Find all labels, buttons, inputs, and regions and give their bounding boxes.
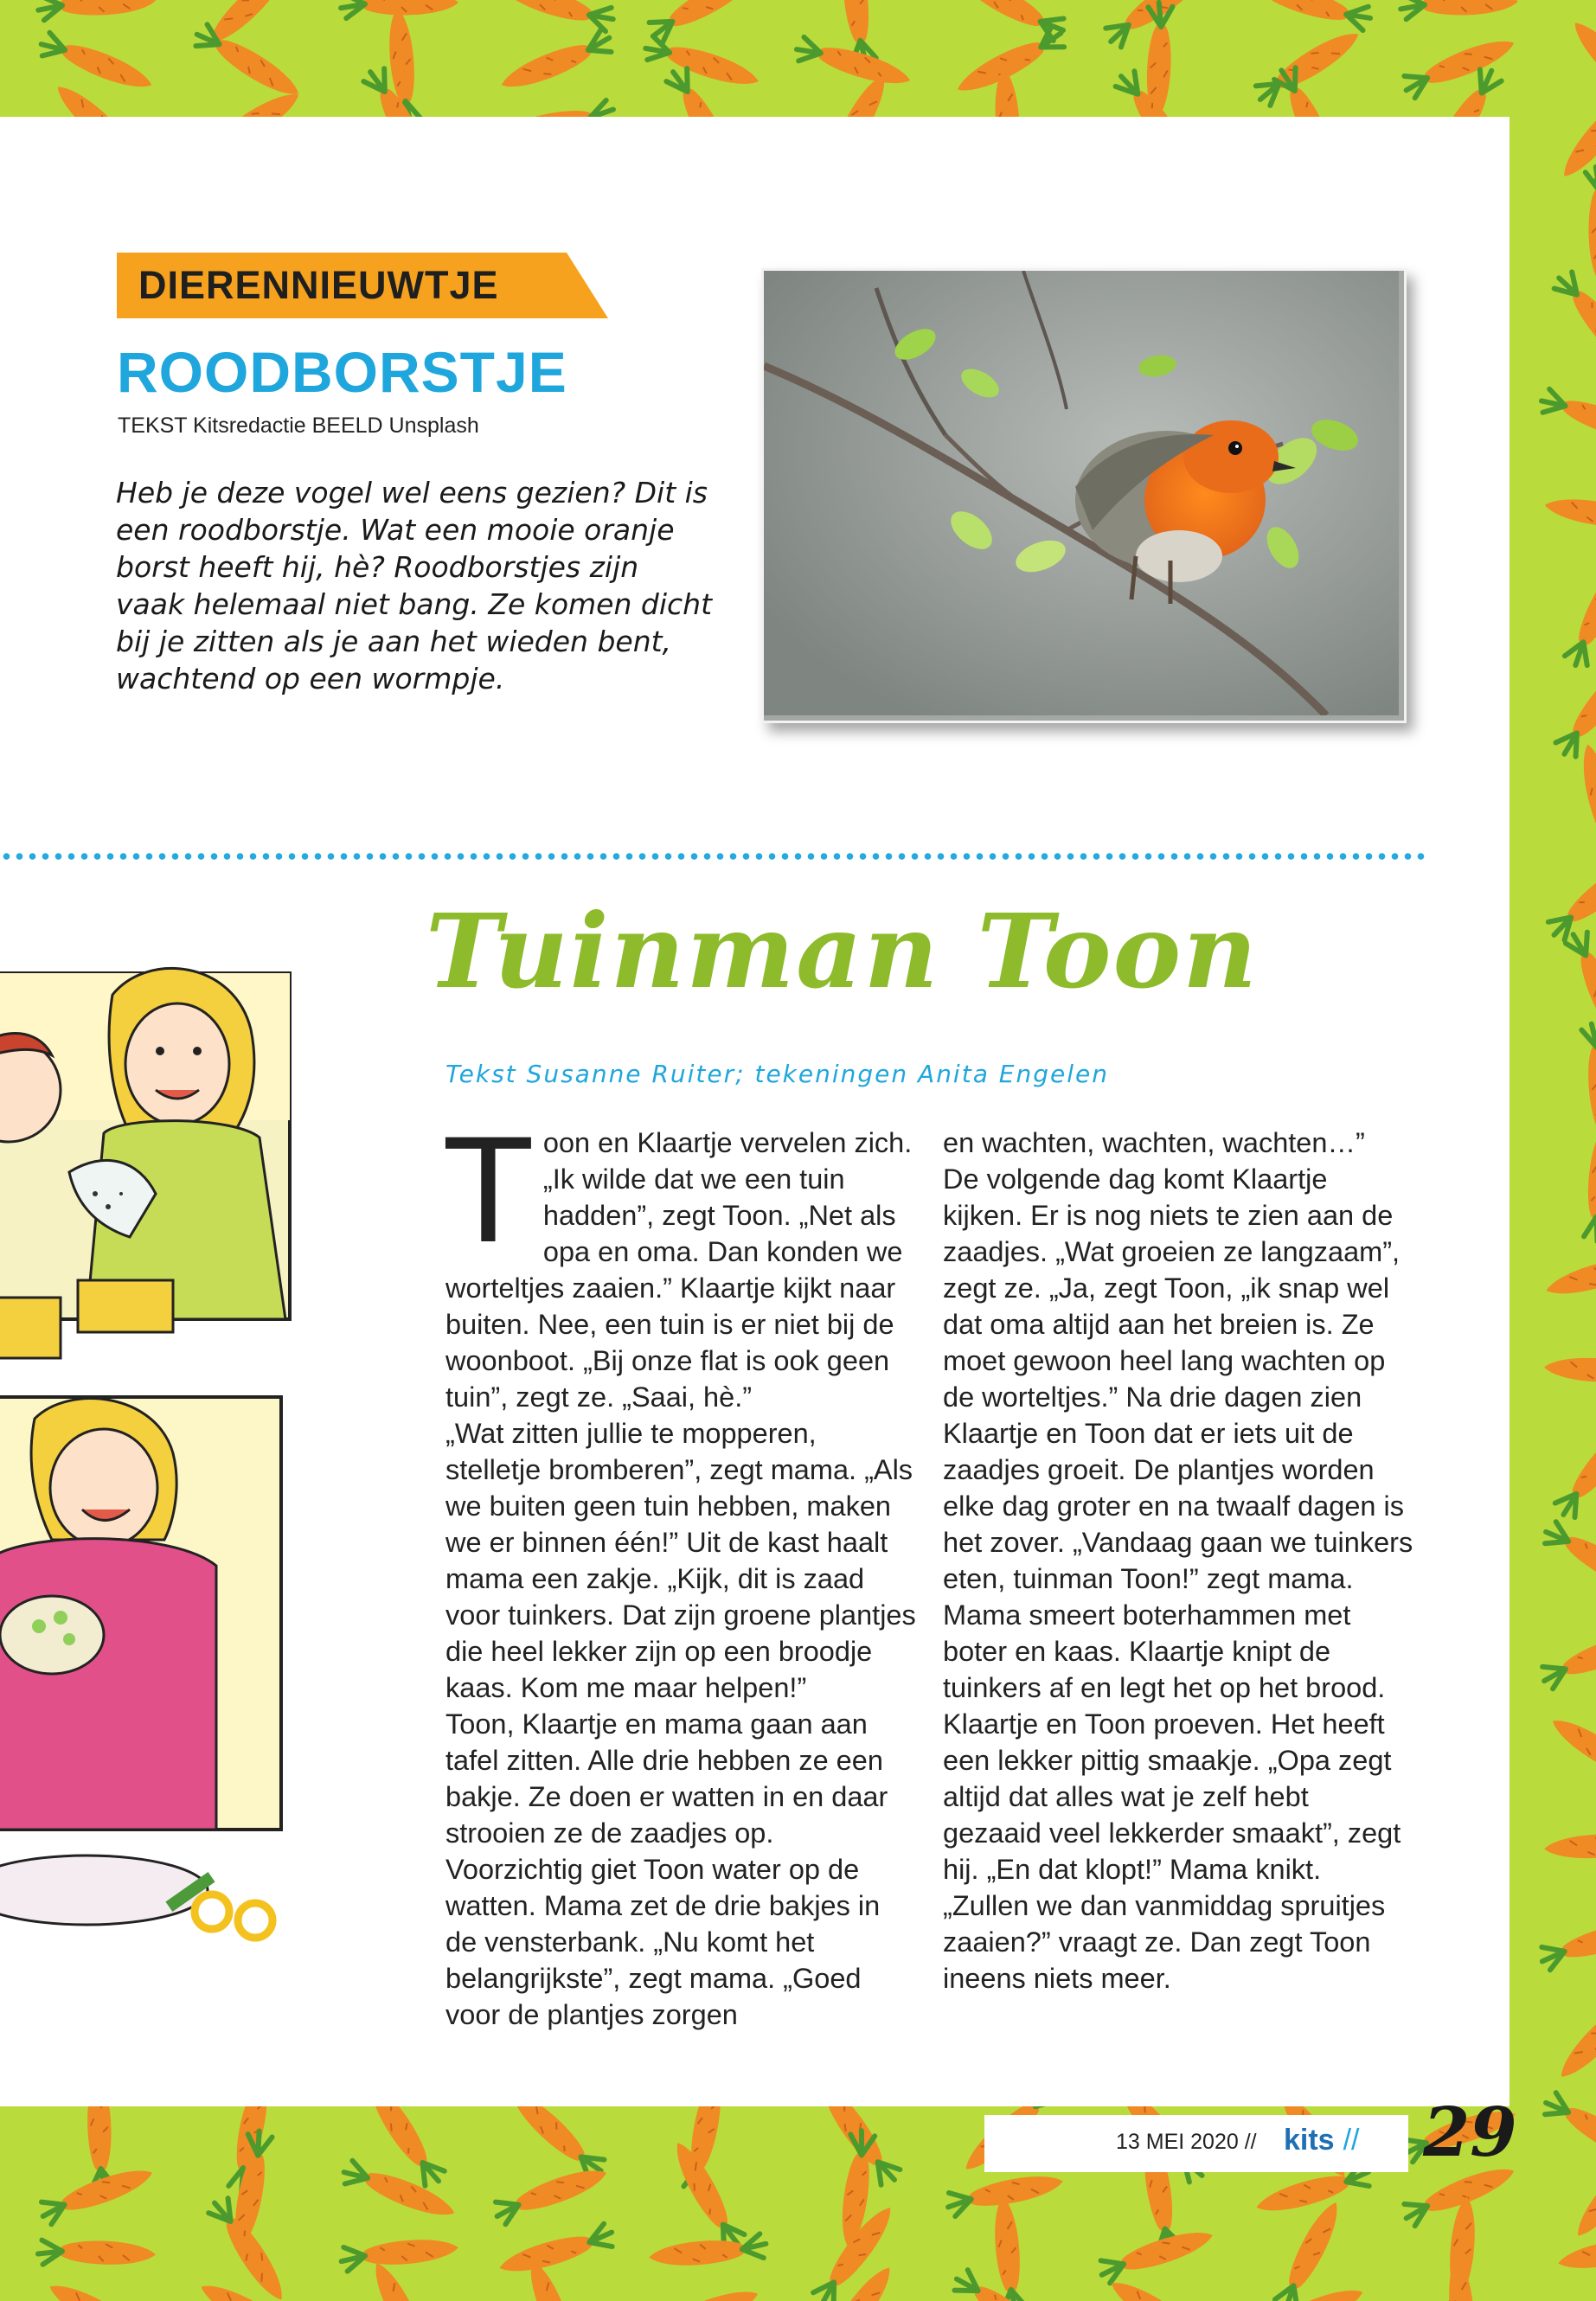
article-body: Heb je deze vogel wel eens gezien? Dit is een roodborstje. Wat een mooie oranje borst heeft hij, hè? Roodborstjes zijn vaak helemaal niet bang. Ze komen dicht bij je zitten als je aan het wieden bent, wachtend op een wormpje.: [116, 476, 713, 695]
footer-brand: [1284, 2124, 1360, 2157]
carrot-icon: [1532, 377, 1596, 460]
story-title: Tuinman Toon: [426, 891, 1259, 1011]
footer-brand-suffix: //: [1343, 2124, 1360, 2157]
carrot-icon: [1542, 1402, 1596, 1529]
page-number: 29: [1423, 2093, 1517, 2172]
carrot-icon: [1554, 3, 1596, 125]
story-column-2: en wachten, wachten, wachten…” De volgende dag komt Klaartje kijken. Er is nog niets te zien aan de zaadjes. „Wat groeien ze langzaam”, zegt ze. „Ja, zegt Toon, „ik snap wel dat oma altijd aan het breien is. Ze moet gewoon heel lang wachten op de worteltjes.” Na drie dagen zien Klaartje en Toon dat er iets uit de zaadjes groeit. De plantjes worden elke dag groter en na twaalf dagen is het zover. „Vandaag gaan we tuinkers eten, tuinman Toon!” zegt mama. Mama smeert boterhammen met boter en kaas. Klaartje knipt de tuinkers af en legt het op het brood. Klaartje en Toon proeven. Het heeft een lekker pittig smaakje. „Opa zegt altijd dat alles wat je zelf hebt gezaaid veel lekkerder smaakt”, zegt hij. „En dat klopt!” Mama knikt. „Zullen we dan vanmiddag spruitjes zaaien?” vraagt ze. Dan zegt Toon ineens niets meer.: [943, 1127, 1413, 1994]
story-column-1-text: oon en Klaartje vervelen zich. „Ik wilde dat we een tuin hadden”, zegt Toon. „Net als opa en oma. Dan konden we worteltjes zaaien.” Klaartje kijkt naar buiten. Nee, een tuin is er niet bij de woonboot. „Bij onze flat is ook geen tuin”, zegt ze. „Saai, hè.” „Wat zitten jullie te mopperen, stelletje bromberen”, zegt mama. „Als we buiten geen tuin hebben, maken we er binnen één!” Uit de kast haalt mama een zakje. „Kijk, dit is zaad voor tuinkers. Dat zijn groene plantjes die heel lekker zijn op een broodje kaas. Kom me maar helpen!” Toon, Klaartje en mama gaan aan tafel zitten. Alle drie hebben ze een bakje. Ze doen er watten in en daar strooien ze de zaadjes op. Voorzichtig giet Toon water op de watten. Mama zet de drie bakjes in de vensterbank. „Nu komt het belangrijkste”, zegt mama. „Goed voor de plantjes zorgen: [445, 1127, 916, 2030]
carrot-icon: [1573, 1113, 1596, 1247]
carrot-icon: [1553, 542, 1596, 676]
carrot-icon: [1534, 2080, 1596, 2182]
article-title: ROODBORSTJE: [117, 340, 567, 404]
footer-date: 13 MEI 2020 //: [1116, 2130, 1257, 2154]
story-credit: Tekst Susanne Ruiter; tekeningen Anita Engelen: [445, 1060, 1109, 1088]
carrot-icon: [1535, 1346, 1596, 1394]
story-dropcap: T: [442, 1106, 535, 1274]
carrot-icon: [1535, 1822, 1596, 1870]
children-illustration: [0, 934, 298, 2076]
carrot-icon: [1534, 1509, 1596, 1612]
carrot-icon: [638, 2227, 772, 2279]
carrot-icon: [1532, 1903, 1596, 1978]
carrot-icon: [1532, 1613, 1596, 1699]
carrot-icon: [1532, 1237, 1596, 1312]
dotted-divider: [0, 852, 1427, 861]
footer-brand-name: kits: [1284, 2124, 1335, 2157]
carrot-icon: [1566, 732, 1596, 868]
robin-photo: [761, 268, 1407, 723]
story-column-1: [442, 1106, 917, 2033]
carrot-icon: [1541, 1975, 1596, 2097]
carrot-icon: [1535, 1699, 1596, 1803]
carrot-icon: [1543, 260, 1596, 388]
carrot-icon: [1533, 484, 1596, 545]
section-tag-label: DIERENNIEUWTJE: [138, 263, 499, 307]
article-credit: TEKST Kitsredactie BEELD Unsplash: [118, 413, 479, 438]
